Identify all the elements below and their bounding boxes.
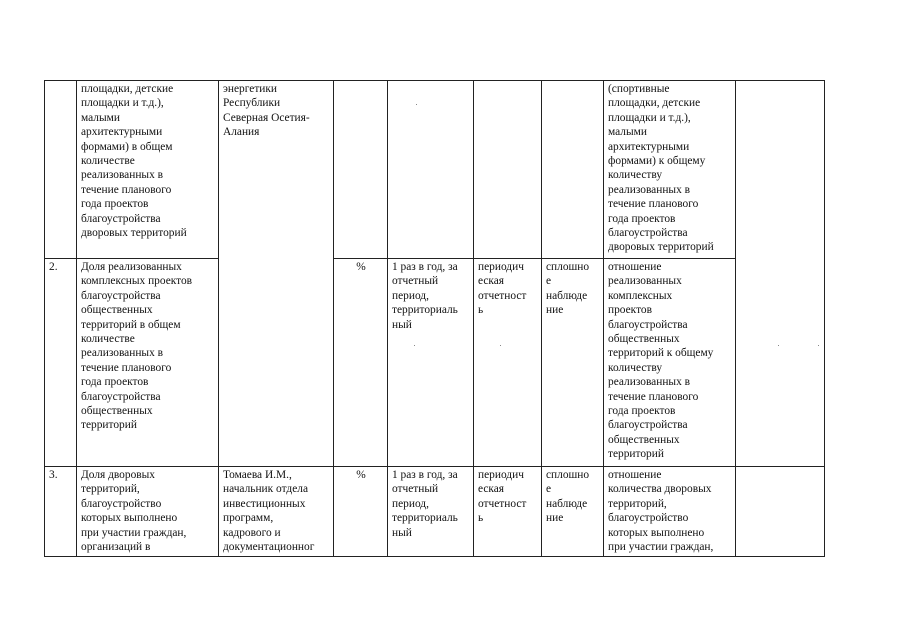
responsible-cell: Томаева И.М., начальник отдела инвестиционных программ, кадрового и документационног: [219, 467, 334, 557]
collection-method-cell: сплошно е наблюде ние: [542, 259, 604, 467]
source-type-cell: [474, 81, 542, 259]
collection-method-cell: [542, 81, 604, 259]
indicators-table: [44, 80, 825, 557]
scan-speck: [778, 345, 779, 346]
responsible-cell: энергетики Республики Северная Осетия- Алания: [219, 81, 334, 259]
indicator-cell: Доля дворовых территорий, благоустройство которых выполнено при участии граждан, организаций в: [77, 467, 219, 557]
note-cell: [736, 81, 825, 259]
formula-cell: отношение реализованных комплексных проектов благоустройства общественных территорий к общему количеству реализованных в течение планового года проектов благоустройства общественных территорий: [604, 259, 736, 467]
frequency-cell: 1 раз в год, за отчетный период, территориаль ный: [388, 467, 474, 557]
collection-method-cell: сплошно е наблюде ние: [542, 467, 604, 557]
unit-cell: %: [334, 467, 388, 557]
scan-speck: [414, 345, 415, 346]
scan-speck: [416, 104, 417, 105]
source-type-cell: периодич еская отчетност ь: [474, 259, 542, 467]
table-row: [45, 81, 825, 259]
unit-cell: [334, 81, 388, 259]
formula-cell: (спортивные площадки, детские площадки и т.д.), малыми архитектурными формами) к общему количеству реализованных в течение планового года проектов благоустройства дворовых территорий: [604, 81, 736, 259]
row-number-cell: [45, 81, 77, 259]
indicator-cell: Доля реализованных комплексных проектов благоустройства общественных территорий в общем количестве реализованных в течение планового года проектов благоустройства общественных территорий: [77, 259, 219, 467]
table-row: [45, 259, 825, 467]
table-row: [45, 467, 825, 557]
unit-cell: %: [334, 259, 388, 467]
scan-speck: [500, 345, 501, 346]
note-cell: [736, 467, 825, 557]
indicator-cell: площадки, детские площадки и т.д.), малыми архитектурными формами) в общем количестве реализованных в течение планового года проектов благоустройства дворовых территорий: [77, 81, 219, 259]
row-number-cell: 2.: [45, 259, 77, 467]
scan-speck: [818, 345, 819, 346]
row-number-cell: 3.: [45, 467, 77, 557]
note-cell: [736, 259, 825, 467]
frequency-cell: [388, 81, 474, 259]
frequency-cell: 1 раз в год, за отчетный период, территориаль ный: [388, 259, 474, 467]
responsible-cell: [219, 259, 334, 467]
source-type-cell: периодич еская отчетност ь: [474, 467, 542, 557]
formula-cell: отношение количества дворовых территорий, благоустройство которых выполнено при участии граждан,: [604, 467, 736, 557]
